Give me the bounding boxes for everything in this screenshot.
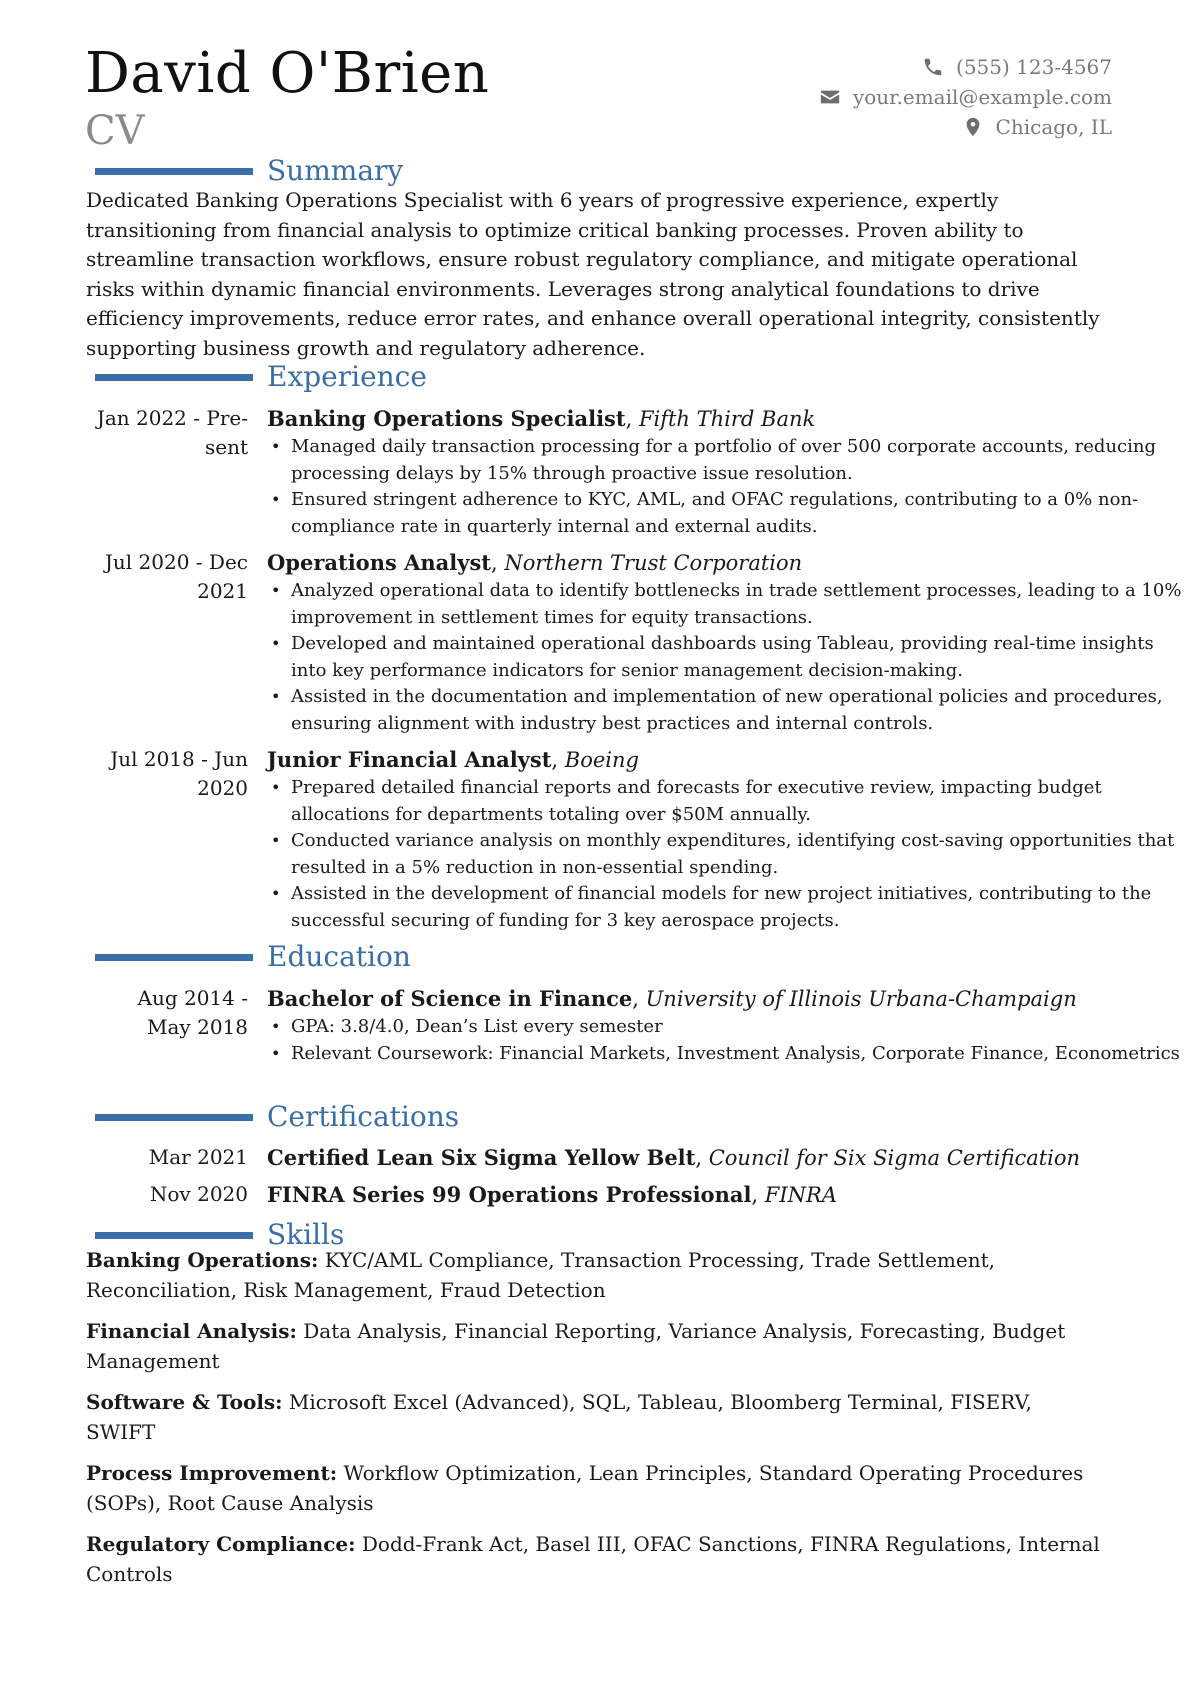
entry-date: Nov 2020 bbox=[149, 1182, 248, 1206]
list-item: • Assisted in the development of financial models for new project initiatives, contributing to the successful securing of funding for 3 key aerospace projects. bbox=[267, 881, 1187, 934]
entry-body bbox=[267, 745, 1187, 934]
list-item: • Managed daily transaction processing for a portfolio of over 500 corporate accounts, reducing processing delays by 15% through proactive issue resolution. bbox=[267, 434, 1187, 487]
job-title: Junior Financial Analyst bbox=[267, 747, 552, 772]
candidate-name: David O'Brien bbox=[85, 41, 490, 106]
skill-category: Regulatory Compliance: bbox=[86, 1532, 356, 1556]
entry-body bbox=[267, 404, 1187, 540]
section-bar bbox=[95, 374, 253, 381]
skill-group bbox=[86, 1388, 1106, 1447]
contact-phone bbox=[692, 52, 1112, 82]
certification-name: FINRA Series 99 Operations Professional bbox=[267, 1182, 752, 1207]
skill-group bbox=[86, 1246, 1106, 1305]
degree: Bachelor of Science in Finance bbox=[267, 986, 633, 1011]
list-item: • Prepared detailed financial reports and forecasts for executive review, impacting budget allocations for departments totaling over $50M annually. bbox=[267, 775, 1187, 828]
entry-title: Operations Analyst, Northern Trust Corporation bbox=[267, 550, 803, 575]
section-header-summary bbox=[95, 154, 403, 188]
skill-group bbox=[86, 1317, 1106, 1376]
section-bar bbox=[95, 954, 253, 961]
entry-title: Bachelor of Science in Finance, University of Illinois Urbana-Champaign bbox=[267, 986, 1077, 1011]
list-item: • Relevant Coursework: Financial Markets, Investment Analysis, Corporate Finance, Econometrics bbox=[267, 1041, 1187, 1068]
institution: University of Illinois Urbana-Champaign bbox=[645, 987, 1077, 1011]
entry-body bbox=[267, 984, 1187, 1067]
date-line: 2020 bbox=[197, 776, 248, 800]
list-item: • Conducted variance analysis on monthly expenditures, identifying cost-saving opportunities that resulted in a 5% reduction in non-essential spending. bbox=[267, 828, 1187, 881]
section-title: Certifications bbox=[267, 1100, 460, 1133]
list-item: • Developed and maintained operational dashboards using Tableau, providing real-time insights into key performance indicators for senior management decision-making. bbox=[267, 631, 1187, 684]
entry-body bbox=[267, 1180, 1187, 1210]
date-line: Aug 2014 - bbox=[137, 986, 248, 1010]
section-title: Experience bbox=[267, 360, 427, 393]
entry-date bbox=[86, 984, 248, 1042]
certification-name: Certified Lean Six Sigma Yellow Belt bbox=[267, 1145, 696, 1170]
contact-block bbox=[692, 52, 1112, 142]
list-item: • Assisted in the documentation and implementation of new operational policies and procedures, ensuring alignment with industry best practices and internal controls. bbox=[267, 684, 1187, 737]
section-title: Education bbox=[267, 940, 411, 973]
certification-issuer: Council for Six Sigma Certification bbox=[708, 1146, 1081, 1170]
entry-title: FINRA Series 99 Operations Professional, FINRA bbox=[267, 1182, 837, 1207]
skill-category: Software & Tools: bbox=[86, 1390, 283, 1414]
employer: Boeing bbox=[564, 748, 639, 772]
contact-email[interactable] bbox=[692, 82, 1112, 112]
job-title: Operations Analyst bbox=[267, 550, 491, 575]
list-item: • GPA: 3.8/4.0, Dean’s List every semester bbox=[267, 1014, 1187, 1041]
date-line: Jul 2018 - Jun bbox=[110, 747, 248, 771]
entry-body bbox=[267, 548, 1187, 737]
skill-category: Process Improvement: bbox=[86, 1461, 338, 1485]
entry-title: Certified Lean Six Sigma Yellow Belt, Council for Six Sigma Certification bbox=[267, 1145, 1081, 1170]
entry-date bbox=[86, 404, 248, 462]
certification-issuer: FINRA bbox=[764, 1183, 837, 1207]
date-line: Jan 2022 - Pre- bbox=[96, 406, 248, 430]
list-item: • Ensured stringent adherence to KYC, AML, and OFAC regulations, contributing to a 0% non-compliance rate in quarterly internal and external audits. bbox=[267, 487, 1187, 540]
phone-icon bbox=[922, 56, 944, 78]
map-marker-icon bbox=[962, 116, 984, 138]
date-line: 2021 bbox=[197, 579, 248, 603]
date-line: Jul 2020 - Dec bbox=[104, 550, 248, 574]
bullet-list bbox=[267, 434, 1187, 540]
entry-title: Junior Financial Analyst, Boeing bbox=[267, 747, 639, 772]
phone-text: (555) 123-4567 bbox=[956, 55, 1112, 79]
list-item: • Analyzed operational data to identify bottlenecks in trade settlement processes, leading to a 10% improvement in settlement times for equity transactions. bbox=[267, 578, 1187, 631]
skills-list bbox=[86, 1246, 1106, 1601]
skill-group bbox=[86, 1530, 1106, 1589]
skill-category: Banking Operations: bbox=[86, 1248, 319, 1272]
section-bar bbox=[95, 1114, 253, 1121]
envelope-icon bbox=[819, 86, 841, 108]
entry-date bbox=[86, 548, 248, 606]
section-header-experience bbox=[95, 360, 427, 394]
skill-category: Financial Analysis: bbox=[86, 1319, 297, 1343]
entry-date: Mar 2021 bbox=[148, 1145, 248, 1169]
summary-text: Dedicated Banking Operations Specialist with 6 years of progressive experience, expertly transitioning from financial analysis to optimize critical banking processes. Proven ability to streamline transaction workflows, ensure robust regulatory compliance, and mitigate operational risks within dynamic financial environments. Leverages strong analytical foundations to drive efficiency improvements, reduce error rates, and enhance overall operational integrity, consistently supporting business growth and regulatory adherence. bbox=[86, 188, 1100, 360]
skill-items: KYC/AML Compliance, Transaction Processing, Trade Settlement, Reconciliation, Risk Management, Fraud Detection bbox=[86, 1248, 995, 1302]
section-title: Skills bbox=[267, 1218, 345, 1251]
bullet-list bbox=[267, 775, 1187, 934]
bullet-list bbox=[267, 1014, 1187, 1067]
skill-group bbox=[86, 1459, 1106, 1518]
section-header-education bbox=[95, 940, 411, 974]
entry-title: Banking Operations Specialist, Fifth Third Bank bbox=[267, 406, 816, 431]
bullet-list bbox=[267, 578, 1187, 737]
job-title: Banking Operations Specialist bbox=[267, 406, 626, 431]
contact-location bbox=[692, 112, 1112, 142]
skill-items: Dodd-Frank Act, Basel III, OFAC Sanctions, FINRA Regulations, Internal Controls bbox=[86, 1532, 1100, 1586]
skill-items: Microsoft Excel (Advanced), SQL, Tableau, Bloomberg Terminal, FISERV, SWIFT bbox=[86, 1390, 1032, 1444]
section-bar bbox=[95, 1232, 253, 1239]
employer: Northern Trust Corporation bbox=[504, 551, 803, 575]
employer: Fifth Third Bank bbox=[638, 407, 816, 431]
section-title: Summary bbox=[267, 154, 404, 187]
skill-items: Data Analysis, Financial Reporting, Variance Analysis, Forecasting, Budget Management bbox=[86, 1319, 1066, 1373]
skill-items: Workflow Optimization, Lean Principles, Standard Operating Procedures (SOPs), Root Cause Analysis bbox=[86, 1461, 1084, 1515]
location-text: Chicago, IL bbox=[995, 115, 1112, 139]
date-line: May 2018 bbox=[147, 1015, 248, 1039]
entry-date bbox=[86, 745, 248, 803]
email-link[interactable]: your.email@example.com bbox=[852, 85, 1112, 109]
document-subtitle: CV bbox=[85, 108, 145, 154]
section-header-certifications bbox=[95, 1100, 459, 1134]
date-line: sent bbox=[204, 435, 248, 459]
section-bar bbox=[95, 168, 253, 175]
entry-body bbox=[267, 1143, 1187, 1173]
